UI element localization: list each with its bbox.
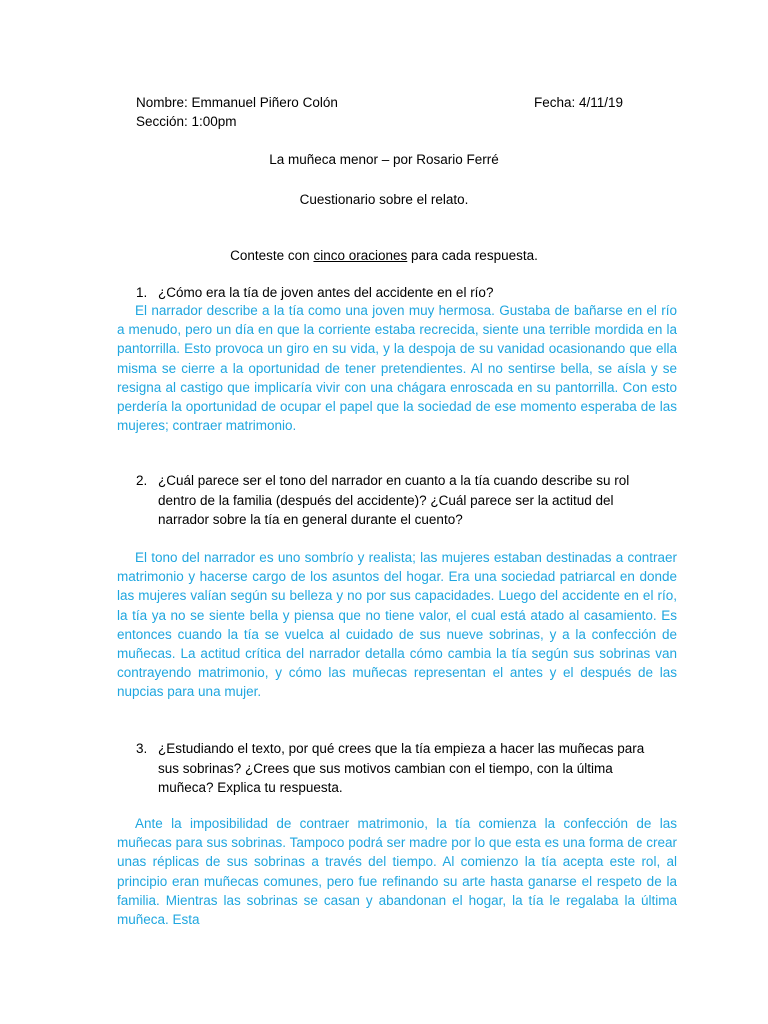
question-number: 2. bbox=[136, 473, 148, 488]
instructions bbox=[0, 246, 768, 266]
instructions-underlined: cinco oraciones bbox=[313, 248, 408, 263]
student-name: Nombre: Emmanuel Piñero Colón bbox=[136, 95, 338, 110]
question-text: ¿Estudiando el texto, por qué crees que la tía empieza a hacer las muñecas para sus sobrinas? ¿Crees que sus motivos cambian con el tiempo, con la última muñeca? Explica tu respuesta. bbox=[158, 741, 645, 795]
answer-2: El tono del narrador es uno sombrío y realista; las mujeres estaban destinadas a contraer matrimonio y hacerse cargo de los asuntos del hogar. Era una sociedad patriarcal en donde las mujeres valían según su belleza y no por sus capacidades. Luego del accidente en el río, la tía ya no se siente bella y piensa que no tiene valor, el cual está atado al casamiento. Es entonces cuando la tía se vuelca al cuidado de sus nueve sobrinas, y a la confección de muñecas. La actitud crítica del narrador detalla cómo cambia la tía según sus sobrinas van contrayendo matrimonio, y cómo las muñecas representan el antes y el después de las nupcias para una mujer. bbox=[117, 550, 677, 700]
instructions-before: Conteste con bbox=[230, 248, 314, 263]
section-field: Sección: 1:00pm bbox=[136, 114, 237, 129]
document-subtitle: Cuestionario sobre el relato. bbox=[299, 192, 469, 207]
answer-1: El narrador describe a la tía como una joven muy hermosa. Gustaba de bañarse en el río a menudo, pero un día en que la corriente estaba recrecida, siente una terrible mordida en la pantorrilla. Esto provoca un giro en su vida, y la despoja de su vanidad ocasionando que ella misma se cierre a la oportunidad de tener pretendientes. Al no sentirse bella, se aísla y se resigna al castigo que implicaría vivir con una chágara enroscada en su pantorrilla. Con esto perdería la oportunidad de ocupar el papel que la sociedad de ese momento esperaba de las mujeres; contraer matrimonio. bbox=[117, 303, 677, 434]
question-number: 3. bbox=[136, 741, 148, 756]
question-2 bbox=[136, 471, 656, 530]
date-field: Fecha: 4/11/19 bbox=[534, 95, 624, 110]
answer-3: Ante la imposibilidad de contraer matrimonio, la tía comienza la confección de las muñecas para sus sobrinas. Tampoco podrá ser madre por lo que esta es una forma de crear unas réplicas de sus sobrinas a través del tiempo. Al comienzo la tía acepta este rol, al principio eran muñecas comunes, pero fue refinando su arte hasta ganarse el respeto de la familia. Mientras las sobrinas se casan y abandonan el hogar, la tía le regalaba la última muñeca. Esta bbox=[117, 816, 677, 928]
instructions-after: para cada respuesta. bbox=[407, 248, 538, 263]
question-number: 1. bbox=[136, 285, 148, 300]
question-3 bbox=[136, 739, 656, 798]
document-title: La muñeca menor – por Rosario Ferré bbox=[269, 152, 499, 167]
question-1 bbox=[136, 283, 656, 303]
question-text: ¿Cuál parece ser el tono del narrador en cuanto a la tía cuando describe su rol dentro de la familia (después del accidente)? ¿Cuál parece ser la actitud del narrador sobre la tía en general durante el cuento? bbox=[158, 473, 630, 527]
question-text: ¿Cómo era la tía de joven antes del accidente en el río? bbox=[158, 285, 494, 300]
